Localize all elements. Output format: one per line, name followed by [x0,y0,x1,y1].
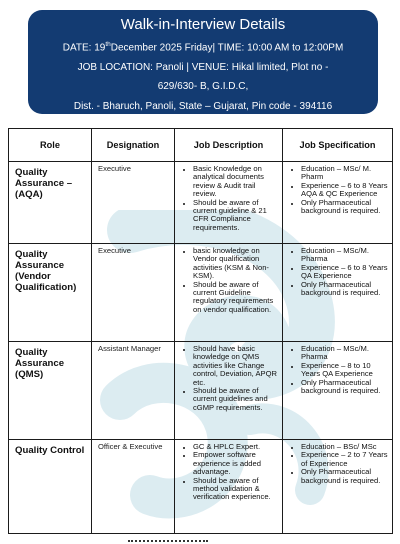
job-openings-table [8,128,393,534]
list-item: • Basic Knowledge on analytical documents review & Audit trail review. [193,165,278,199]
list-item: • Only Pharmaceutical background is required. [301,281,388,298]
table-row [9,162,393,244]
header-role: Role [9,129,92,162]
list-item: • Experience – 6 to 8 Years QA Experience [301,264,388,281]
list-item: • Should be aware of current Guideline regulatory requirements on vendor qualification. [193,281,278,315]
list-item: • Education – MSc/ M. Pharm [301,165,388,182]
list-item: • Should be aware of current guidelines and cGMP requirements. [193,387,278,412]
list-item: • Education – MSc/M. Pharma [301,247,388,264]
venue-line-3: Dist. - Bharuch, Panoli, State – Gujarat, Pin code - 394116 [73,100,333,112]
specification-cell [283,244,393,342]
header-designation: Designation [92,129,175,162]
list-item: • GC & HPLC Expert. [193,443,278,451]
list-item: • Only Pharmaceutical background is required. [301,199,388,216]
specification-cell [283,162,393,244]
role-cell: Quality Assurance (Vendor Qualification) [9,244,92,342]
list-item: • Experience – 8 to 10 Years QA Experience [301,362,388,379]
list-item: • Only Pharmaceutical background is required. [301,468,388,485]
role-cell: Quality Assurance – (AQA) [9,162,92,244]
designation-cell: Executive [92,162,175,244]
specification-cell [283,342,393,440]
list-item: • Experience – 6 to 8 Years AQA & QC Experience [301,182,388,199]
banner-title: Walk-in-Interview Details [120,16,286,33]
description-cell [175,244,283,342]
interview-details-banner [28,10,378,114]
role-cell: Quality Assurance (QMS) [9,342,92,440]
list-item: • Education – BSc/ MSc [301,443,388,451]
list-item: • Should be aware of method validation & verification experience. [193,477,278,502]
header-job-specification: Job Specification [283,129,393,162]
table-row [9,342,393,440]
list-item: • Empower software experience is added advantage. [193,451,278,476]
date-prefix: DATE: 19 [62,42,106,54]
description-cell [175,440,283,534]
list-item: • Should have basic knowledge on QMS activities like Change control, Deviation, APQR etc. [193,345,278,387]
date-rest: December 2025 Friday| TIME: 10:00 AM to 12:00PM [110,42,344,54]
list-item: • basic knowledge on Vendor qualification activities (KSM & Non-KSM). [193,247,278,281]
header-job-description: Job Description [175,129,283,162]
description-cell [175,162,283,244]
designation-cell: Officer & Executive [92,440,175,534]
description-cell [175,342,283,440]
designation-cell: Assistant Manager [92,342,175,440]
page-continuation-mark [128,540,208,544]
table-header-row [9,129,393,162]
role-cell: Quality Control [9,440,92,534]
date-suffix: th [105,41,111,48]
list-item: • Experience – 2 to 7 Years of Experience [301,451,388,468]
list-item: • Should be aware of current guideline & 21 CFR Compliance requirements. [193,199,278,233]
table-row [9,244,393,342]
list-item: • Education – MSc/M. Pharma [301,345,388,362]
venue-line-1: JOB LOCATION: Panoli | VENUE: Hikal limited, Plot no - [77,61,329,73]
table-row [9,440,393,534]
list-item: • Only Pharmaceutical background is required. [301,379,388,396]
designation-cell: Executive [92,244,175,342]
specification-cell [283,440,393,534]
venue-line-2: 629/630- B, G.I.D.C, [157,81,249,93]
date-time-line [28,35,378,58]
